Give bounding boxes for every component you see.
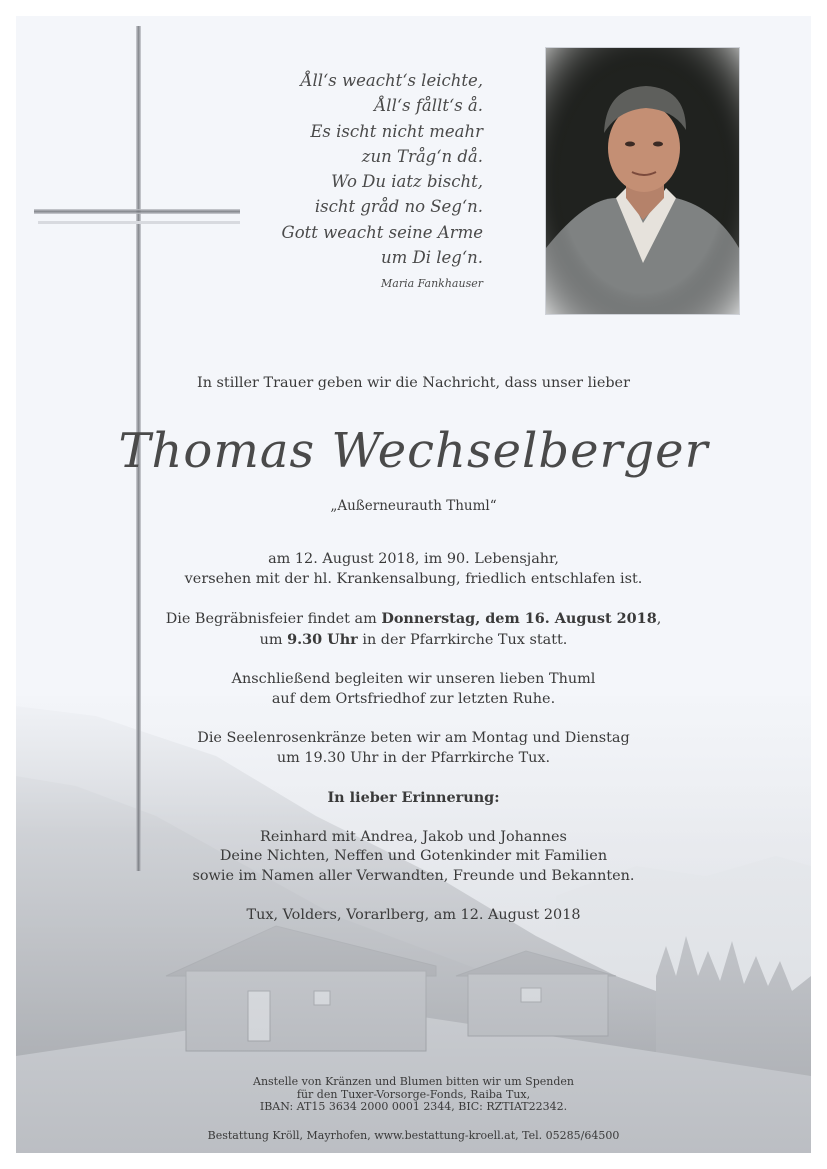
place-date: Tux, Volders, Vorarlberg, am 12. August 2018 (246, 907, 581, 923)
funeral-home-contact: Bestattung Kröll, Mayrhofen, www.bestattung-kroell.at, Tel. 05285/64500 (207, 1128, 620, 1142)
donation-line-3: IBAN: AT15 3634 2000 0001 2344, BIC: RZTIAT22342. (259, 1100, 568, 1113)
funeral-suffix: , (656, 611, 662, 627)
funeral-line-2 (16, 630, 811, 651)
nickname: „Außerneurauth Thuml“ (330, 497, 497, 514)
donation-line-1: Anstelle von Kränzen und Blumen bitten wir um Spenden (253, 1075, 574, 1088)
portrait-photo (545, 47, 740, 315)
cross-horizontal-bar (34, 209, 240, 214)
poem-line: Es ischt nicht meahr (310, 121, 483, 141)
poem-line: Wo Du iatz bischt, (331, 172, 483, 192)
mourner-line: sowie im Namen aller Verwandten, Freunde und Bekannten. (192, 867, 635, 884)
mourner-line: Reinhard mit Andrea, Jakob und Johannes (260, 828, 567, 845)
funeral-line2-suffix: in der Pfarrkirche Tux statt. (357, 631, 568, 648)
rosary-line-2: um 19.30 Uhr in der Pfarrkirche Tux. (276, 749, 551, 766)
memorial-poem (282, 68, 483, 298)
poem-author: Maria Fankhauser (381, 277, 483, 291)
donation-line-2: für den Tuxer-Vorsorge-Fonds, Raiba Tux, (296, 1087, 531, 1101)
poem-line: ischt gråd no Seg‘n. (314, 197, 483, 217)
mourner-line: Deine Nichten, Neffen und Gotenkinder mit Familien (219, 848, 608, 864)
poem-line: um Di leg‘n. (381, 248, 483, 268)
funeral-date: Donnerstag, dem 16. August 2018 (381, 610, 657, 627)
obituary-card (16, 16, 811, 1153)
poem-line: Gott weacht seine Arme (281, 222, 483, 242)
death-line-1: am 12. August 2018, im 90. Lebensjahr, (268, 551, 559, 567)
burial-line-1: Anschließend begleiten wir unseren lieben Thuml (231, 671, 596, 687)
funeral-line-1 (16, 609, 811, 630)
burial-line-2: auf dem Ortsfriedhof zur letzten Ruhe. (271, 690, 556, 707)
funeral-prefix: Die Begräbnisfeier findet am (165, 611, 382, 627)
memory-heading: In lieber Erinnerung: (327, 789, 500, 806)
footer (16, 1076, 811, 1142)
obituary-text (16, 374, 811, 926)
intro-text: In stiller Trauer geben wir die Nachricht, dass unser lieber (197, 375, 630, 391)
portrait-illustration (546, 48, 739, 314)
poem-line: zun Tråg‘n då. (361, 146, 483, 166)
funeral-time: 9.30 Uhr (287, 630, 358, 648)
funeral-line2-prefix: um (259, 631, 288, 648)
poem-line: Åll‘s weacht‘s leichte, (300, 71, 483, 90)
death-line-2: versehen mit der hl. Krankensalbung, friedlich entschlafen ist. (184, 570, 643, 587)
deceased-name: Thomas Wechselberger (118, 422, 709, 479)
poem-line: Åll‘s fållt‘s å. (374, 96, 483, 116)
rosary-line-1: Die Seelenrosenkränze beten wir am Montag und Dienstag (197, 730, 630, 746)
cross-shadow-bar (38, 221, 240, 224)
